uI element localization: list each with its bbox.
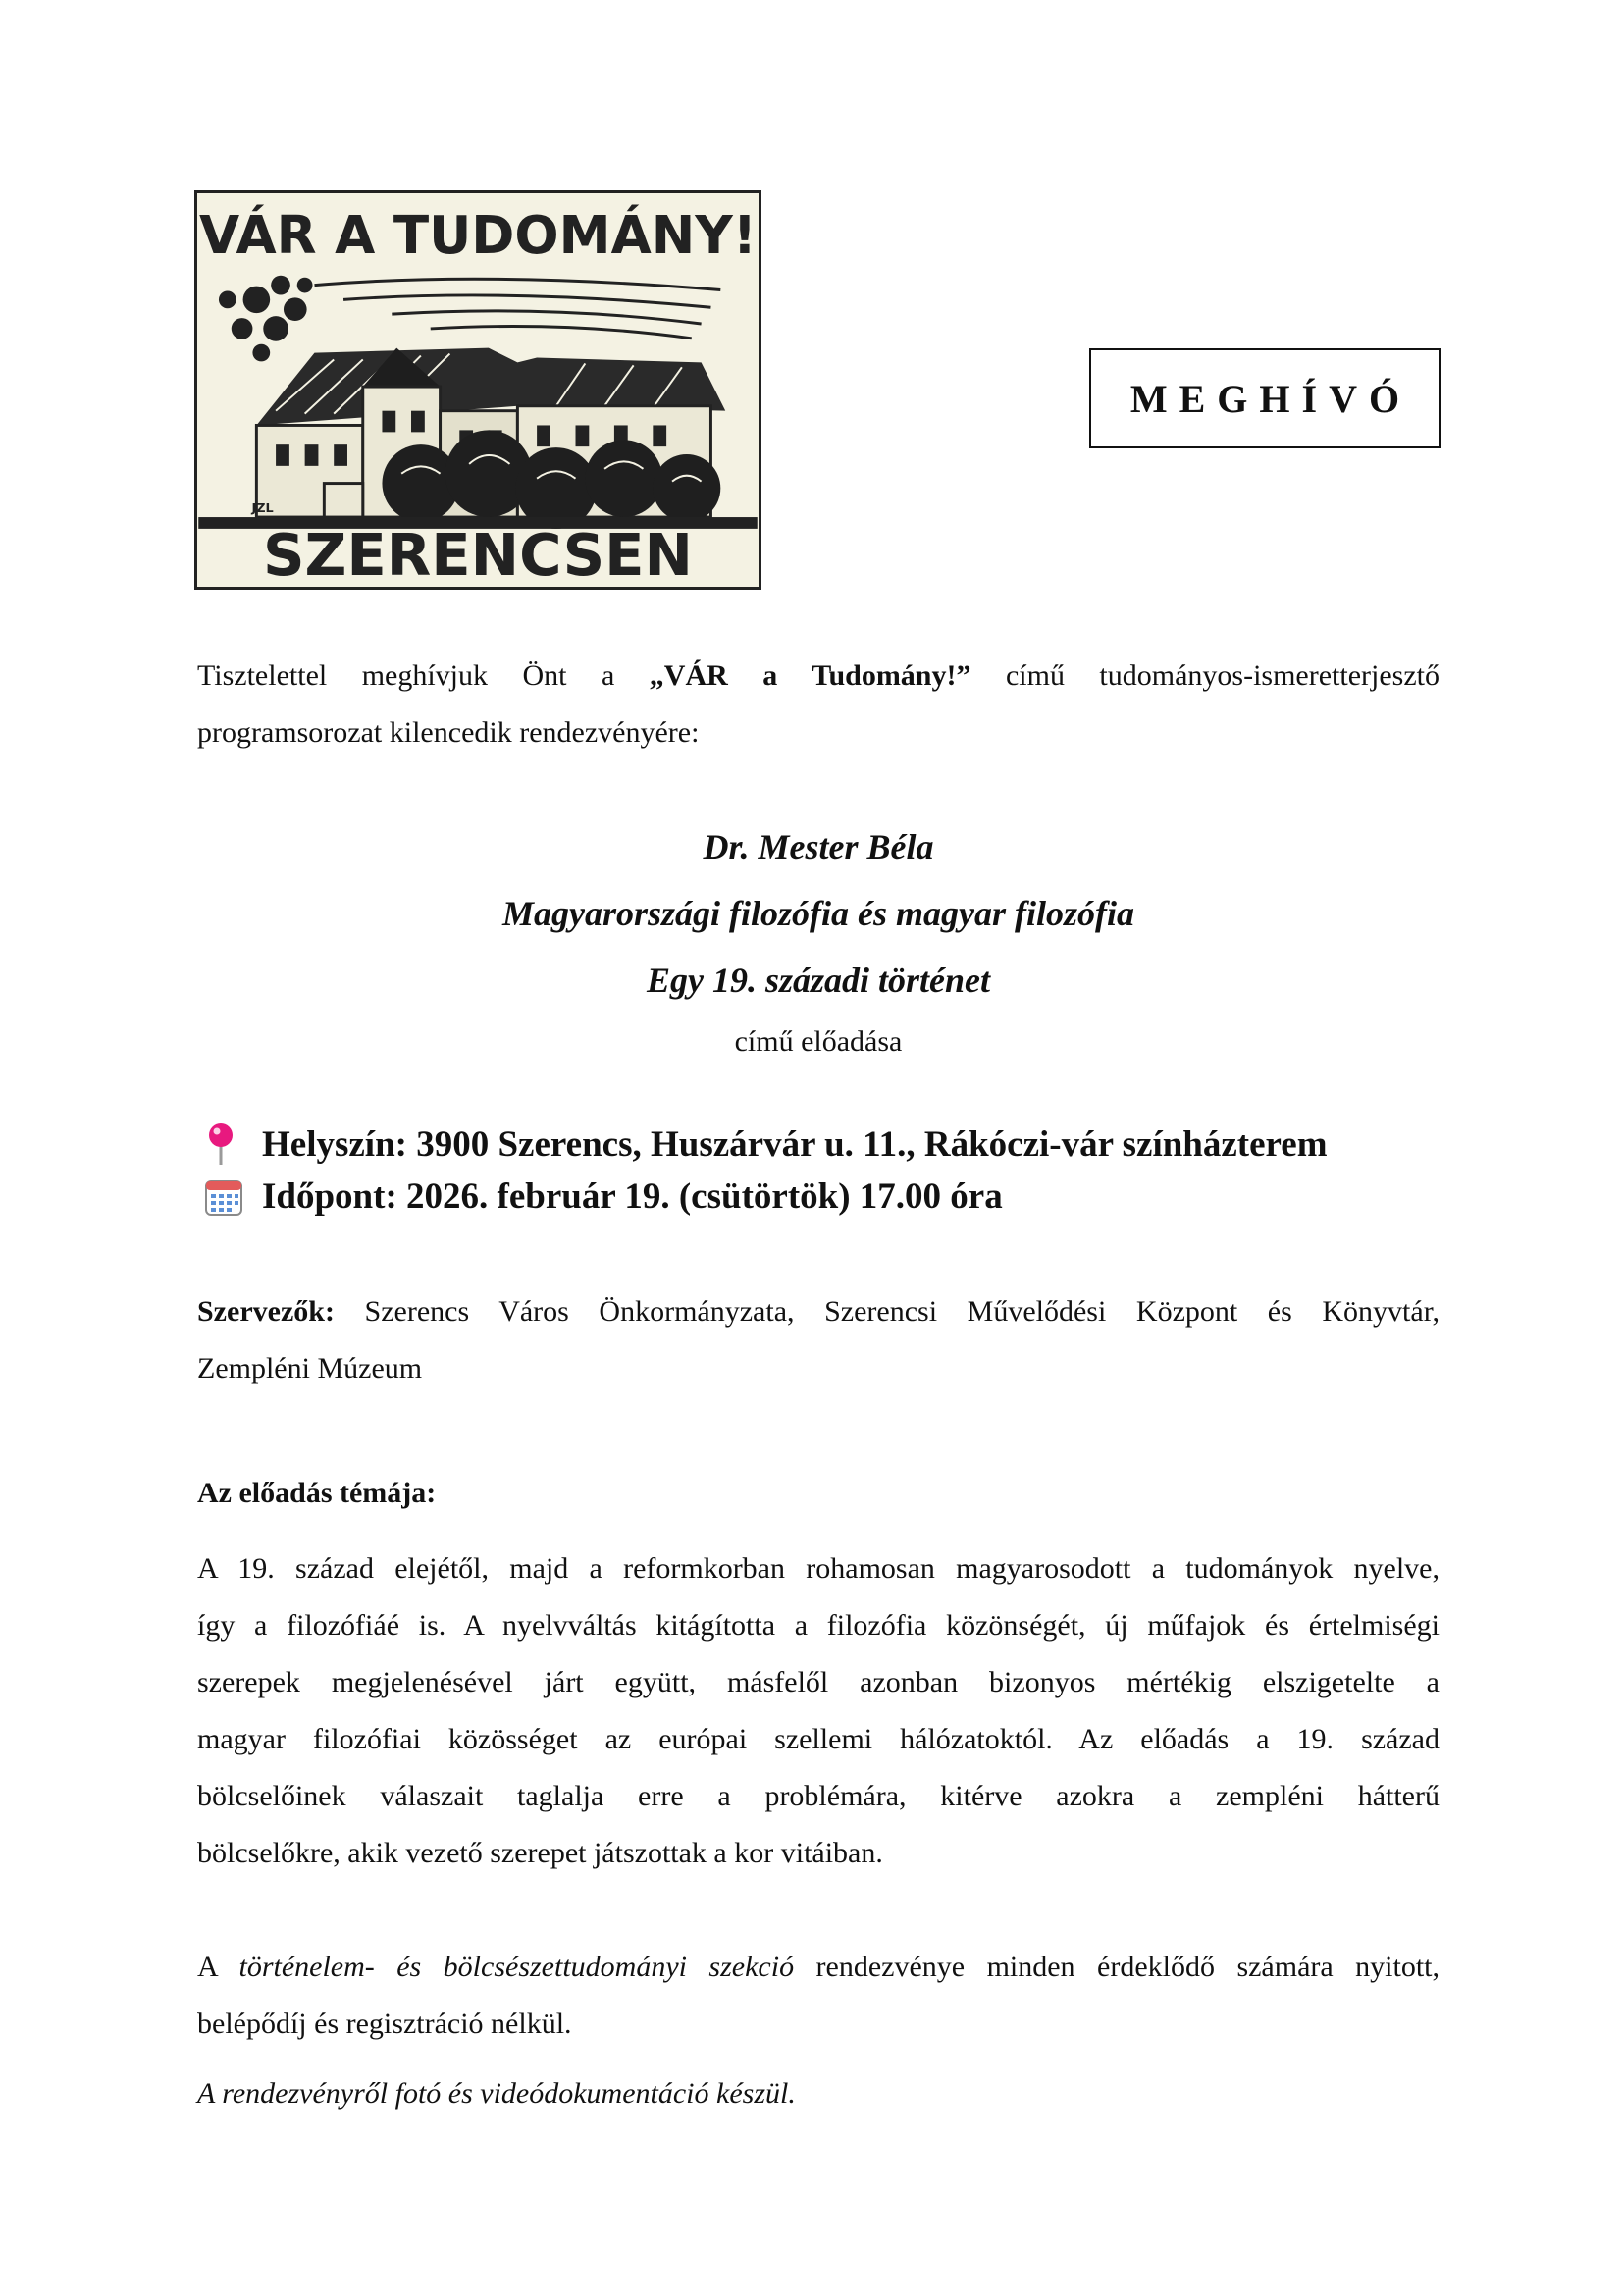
logo-initials: JZL	[251, 501, 274, 517]
topic-line: szerepek megjelenésével járt együtt, másfelől azonban bizonyos mértékig elszigetelte a	[197, 1666, 1440, 1698]
notice-prefix: A	[197, 1951, 218, 1983]
organizers-text: Szerencs Város Önkormányzata, Szerencsi Művelődési Központ és Könyvtár,	[364, 1295, 1440, 1328]
photo-note: A rendezvényről fotó és videódokumentáció készül.	[197, 2077, 796, 2110]
lecture-title-line-1: Magyarországi filozófia és magyar filozófia	[502, 894, 1134, 933]
castle-woodcut-image	[197, 193, 759, 587]
topic-line: bölcselőkre, akik vezető szerepet játszottak a kor vitáiban.	[197, 1837, 883, 1869]
event-logo	[194, 190, 761, 590]
speaker-name: Dr. Mester Béla	[703, 827, 934, 866]
program-name: „VÁR a Tudomány!”	[649, 659, 971, 692]
time-row	[201, 1174, 1003, 1219]
section-name: történelem- és bölcsészettudományi szekció	[238, 1951, 795, 1983]
intro-text-2: című tudományos-ismeretterjesztő	[1005, 659, 1440, 692]
notice-rest: rendezvénye minden érdeklődő számára nyitott,	[815, 1951, 1441, 1983]
topic-line: A 19. század elejétől, majd a reformkorban rohamosan magyarosodott a tudományok nyelve,	[197, 1552, 1440, 1585]
location-text: Helyszín: 3900 Szerencs, Huszárvár u. 11., Rákóczi-vár színházterem	[262, 1123, 1328, 1165]
logo-top-text: VÁR A TUDOMÁNY!	[198, 205, 758, 267]
lecture-title-line-2: Egy 19. századi történet	[646, 961, 990, 1000]
lecture-subtitle: című előadása	[734, 1025, 903, 1058]
organizers-label: Szervezők:	[197, 1295, 335, 1328]
time-text: Időpont: 2026. február 19. (csütörtök) 17.00 óra	[262, 1175, 1003, 1217]
topic-line: így a filozófiáé is. A nyelvváltás kitágította a filozófia közönségét, új műfajok és értelmiségi	[197, 1609, 1440, 1642]
intro-line-2: programsorozat kilencedik rendezvényére:	[197, 716, 700, 749]
location-row	[201, 1121, 1328, 1167]
invitation-label-box	[1089, 348, 1441, 448]
notice-line-2: belépődíj és regisztráció nélkül.	[197, 2008, 572, 2040]
pin-icon	[201, 1121, 246, 1167]
logo-bottom-text: SZERENCSEN	[262, 521, 694, 587]
notice-line-1	[197, 1939, 1440, 1996]
topic-line: bölcselőinek válaszait taglalja erre a problémára, kitérve azokra a zempléni hátterű	[197, 1780, 1440, 1812]
intro-text-1: Tisztelettel meghívjuk Önt a	[197, 659, 615, 692]
topic-line: magyar filozófiai közösséget az európai szellemi hálózatoktól. Az előadás a 19. század	[197, 1723, 1440, 1755]
lecture-block	[197, 813, 1440, 1070]
intro-line-1	[197, 648, 1440, 704]
organizers-line-1	[197, 1283, 1440, 1340]
organizers-line-2: Zempléni Múzeum	[197, 1352, 423, 1384]
invitation-label: MEGHÍVÓ	[1129, 376, 1412, 421]
calendar-icon	[201, 1174, 246, 1219]
topic-heading: Az előadás témája:	[197, 1477, 437, 1509]
